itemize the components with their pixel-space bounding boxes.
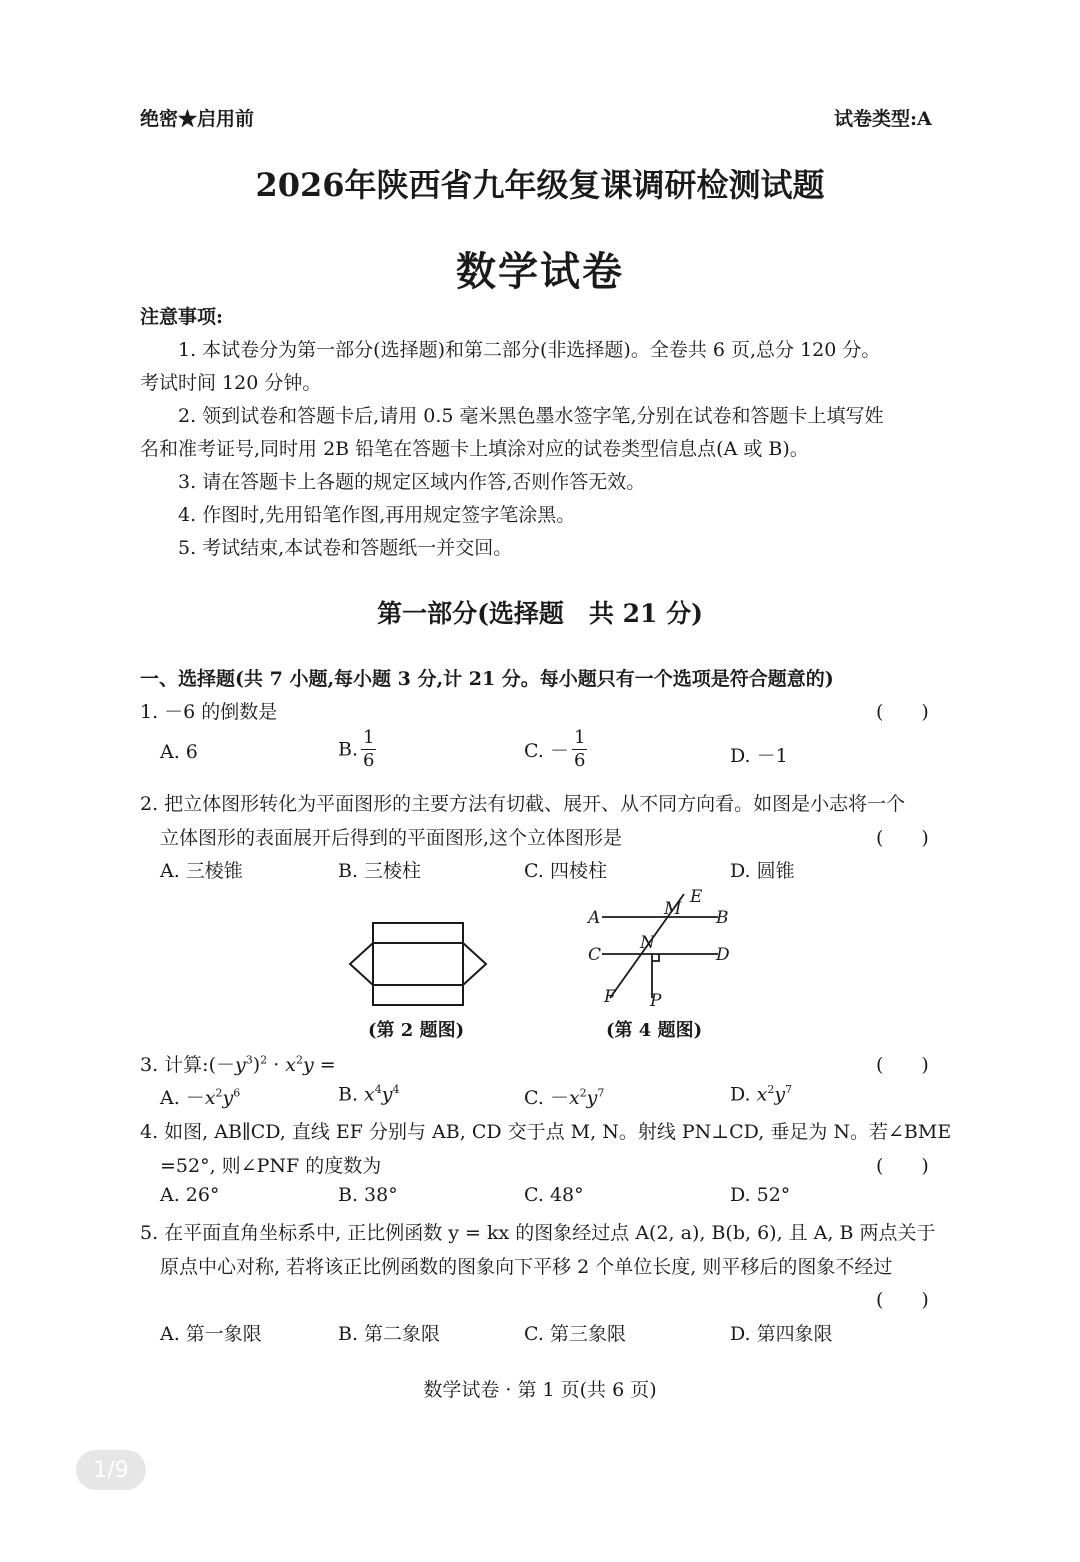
label-m: M (664, 899, 682, 919)
notice-item-2: 2. 领到试卷和答题卡后,请用 0.5 毫米黑色墨水签字笔,分别在试卷和答题卡上填写姓 (178, 405, 884, 427)
q2-stem-line1: 2. 把立体图形转化为平面图形的主要方法有切截、展开、从不同方向看。如图是小志将一个 (140, 793, 906, 815)
notice-heading: 注意事项: (140, 306, 224, 328)
q3-stem: 3. 计算$:(-y^3)^2 \cdot x^2y$ = (140, 1053, 336, 1076)
q2-option-c: C. 四棱柱 (524, 860, 607, 882)
q1-c-numerator: 1 (573, 727, 586, 748)
q1-c-denominator: 6 (573, 750, 586, 771)
q4-option-d: D. 52° (730, 1184, 791, 1206)
q1-stem: 1. －6 的倒数是 (140, 701, 278, 723)
q1-b-numerator: 1 (363, 727, 375, 748)
page-footer: 数学试卷 · 第 1 页(共 6 页) (423, 1379, 657, 1401)
q5-stem-line1: 5. 在平面直角坐标系中, 正比例函数 y = kx 的图象经过点 A(2, a), B(b, 6), 且 A, B 两点关于 (140, 1222, 936, 1244)
secret-label: 绝密★启用前 (140, 108, 255, 130)
q1-answer-paren: ( ) (876, 701, 929, 723)
notice-item-1-cont: 考试时间 120 分钟。 (140, 372, 322, 394)
q4-stem-line2: =52°, 则∠PNF 的度数为 (160, 1155, 382, 1177)
figure-q2-caption: (第 2 题图) (368, 1020, 465, 1041)
q1-option-a: A. 6 (160, 741, 198, 763)
label-a: A (588, 908, 601, 928)
q5-option-c: C. 第三象限 (524, 1323, 626, 1345)
label-b: B (716, 908, 729, 928)
q4-answer-paren: ( ) (876, 1155, 929, 1177)
q3-answer-paren: ( ) (876, 1054, 929, 1076)
label-d: D (716, 945, 730, 965)
q4-stem-line1: 4. 如图, AB∥CD, 直线 EF 分别与 AB, CD 交于点 M, N。射线 PN⊥CD, 垂足为 N。若∠BME (140, 1121, 952, 1143)
notice-item-5: 5. 考试结束,本试卷和答题纸一并交回。 (178, 537, 513, 559)
q1-option-d: D. －1 (730, 745, 788, 767)
q3-option-b: B. $x^4y^4$ (338, 1083, 400, 1106)
q2-option-b: B. 三棱柱 (338, 860, 422, 882)
q3-option-c-label: C. － (524, 1087, 569, 1109)
q2-stem-line2: 立体图形的表面展开后得到的平面图形,这个立体图形是 (160, 827, 623, 849)
q5-option-b: B. 第二象限 (338, 1323, 441, 1345)
q2-answer-paren: ( ) (876, 827, 929, 849)
paper-type-label: 试卷类型:A (834, 108, 932, 130)
label-f: F (604, 987, 616, 1007)
section1-title: 一、选择题(共 7 小题,每小题 3 分,计 21 分。每小题只有一个选项是符合题意的) (140, 668, 834, 690)
notice-item-1: 1. 本试卷分为第一部分(选择题)和第二部分(非选择题)。全卷共 6 页,总分 120 分。 (178, 339, 881, 361)
figure-q4-parallel-lines (580, 880, 750, 1015)
label-e: E (690, 887, 703, 907)
q1-option-b (338, 729, 376, 770)
part1-title: 第一部分(选择题 共 21 分) (377, 599, 703, 628)
notice-item-4: 4. 作图时,先用铅笔作图,再用规定签字笔涂黑。 (178, 504, 576, 526)
q1-option-c-label: C. － (524, 740, 569, 762)
figure-q4-caption: (第 4 题图) (606, 1020, 703, 1041)
q5-answer-paren: ( ) (876, 1289, 929, 1311)
exam-title: 2026年陕西省九年级复课调研检测试题 (255, 166, 825, 204)
q1-option-b-fraction (361, 729, 376, 770)
q3-option-d-label: D. (730, 1083, 757, 1106)
label-p: P (650, 991, 662, 1011)
q3-option-c: C. $-x^2y^7$ (524, 1086, 605, 1109)
q3-option-d: D. $x^2y^7$ (730, 1083, 793, 1106)
q3-stem-prefix: 3. 计算: (140, 1054, 209, 1076)
q2-option-d: D. 圆锥 (730, 860, 795, 882)
net-rect (373, 923, 463, 1005)
q5-option-a: A. 第一象限 (160, 1323, 262, 1345)
q2-option-a: A. 三棱锥 (160, 860, 243, 882)
notice-item-2-cont: 名和准考证号,同时用 2B 铅笔在答题卡上填涂对应的试卷类型信息点(A 或 B)。 (140, 438, 809, 460)
q1-option-c (524, 729, 587, 770)
q3-option-a-label: A. － (160, 1087, 205, 1109)
q5-stem-line2: 原点中心对称, 若将该正比例函数的图象向下平移 2 个单位长度, 则平移后的图象不经过 (160, 1256, 893, 1278)
figure-q2-net (340, 915, 500, 1015)
label-n: N (640, 933, 655, 953)
q1-b-denominator: 6 (363, 750, 375, 771)
q1-option-b-label: B. (338, 738, 359, 761)
q4-option-a: A. 26° (160, 1184, 220, 1206)
net-triangle-left (350, 943, 373, 985)
q3-option-a: A. $-x^2y^6$ (160, 1086, 241, 1109)
q3-option-b-label: B. (338, 1083, 365, 1106)
label-c: C (588, 945, 602, 965)
right-angle-mark (652, 954, 659, 961)
q4-option-c: C. 48° (524, 1184, 584, 1206)
q4-option-b: B. 38° (338, 1184, 398, 1206)
net-triangle-right (463, 943, 486, 985)
exam-subtitle: 数学试卷 (456, 248, 624, 295)
notice-item-3: 3. 请在答题卡上各题的规定区域内作答,否则作答无效。 (178, 471, 646, 493)
q1-option-c-fraction (572, 729, 587, 770)
page-indicator[interactable]: 1/9 (76, 1450, 146, 1490)
q5-option-d: D. 第四象限 (730, 1323, 833, 1345)
